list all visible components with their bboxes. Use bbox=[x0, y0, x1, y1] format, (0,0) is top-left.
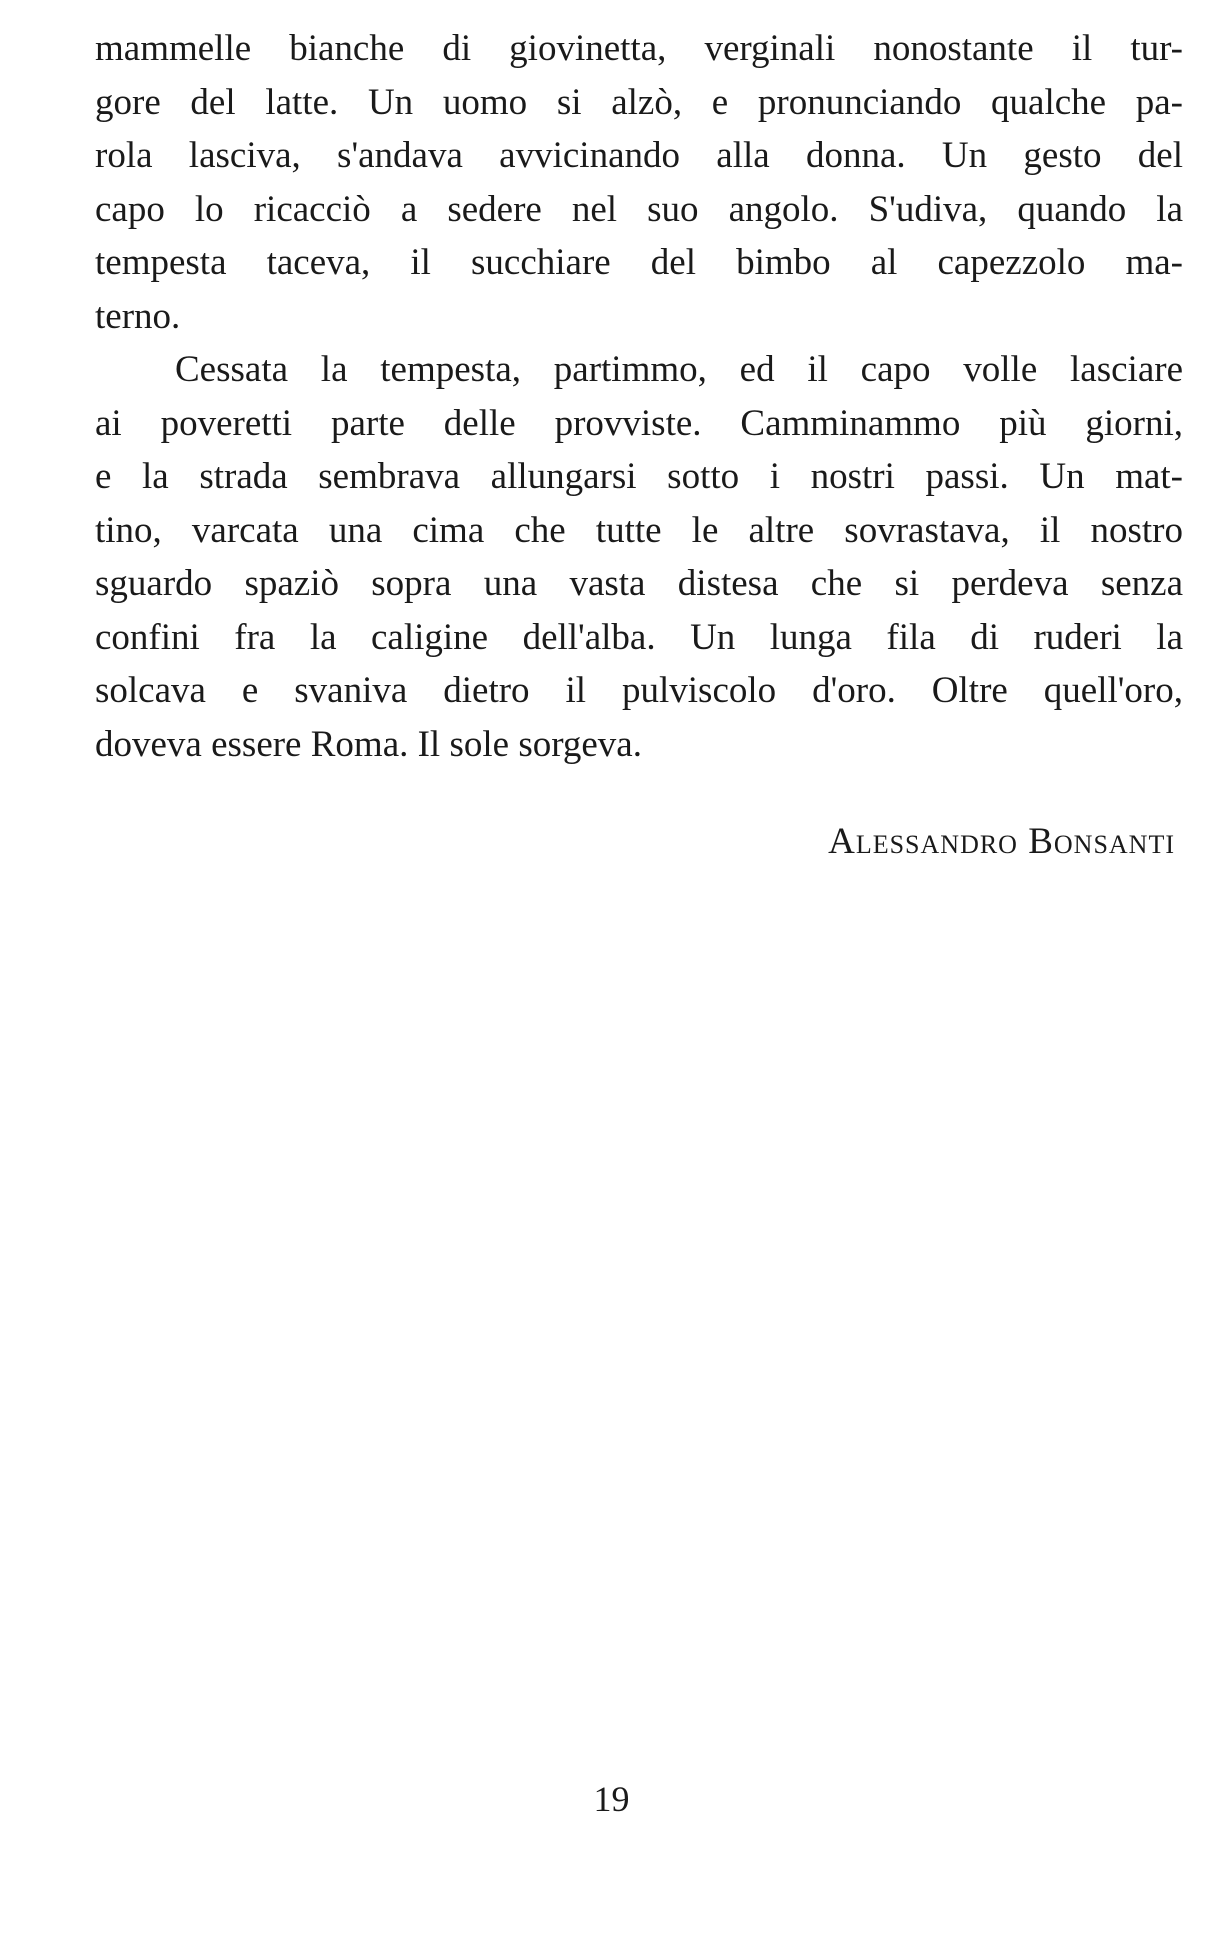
text-line: solcava e svaniva dietro il pulviscolo d'oro. Oltre quell'oro, bbox=[95, 670, 1183, 711]
text-line: sguardo spaziò sopra una vasta distesa che si perdeva senza bbox=[95, 563, 1183, 604]
text-line: ai poveretti parte delle provviste. Camminammo più giorni, bbox=[95, 402, 1183, 444]
text-line: mammelle bianche di giovinetta, verginali nonostante il tur- bbox=[95, 28, 1183, 69]
text-line: doveva essere Roma. Il sole sorgeva. bbox=[95, 723, 642, 765]
page-number: 19 bbox=[593, 1779, 630, 1819]
text-line: rola lasciva, s'andava avvicinando alla donna. Un gesto del bbox=[95, 135, 1183, 176]
text-line: terno. bbox=[95, 295, 181, 337]
text-line: Cessata la tempesta, partimmo, ed il capo volle lasciare bbox=[175, 349, 1183, 390]
text-line: capo lo ricacciò a sedere nel suo angolo. S'udiva, quando la bbox=[95, 188, 1183, 230]
text-line: confini fra la caligine dell'alba. Un lunga fila di ruderi la bbox=[95, 616, 1183, 658]
text-line: gore del latte. Un uomo si alzò, e pronunciando qualche pa- bbox=[95, 81, 1183, 123]
text-line: e la strada sembrava allungarsi sotto i nostri passi. Un mat- bbox=[95, 456, 1183, 497]
text-line: tino, varcata una cima che tutte le altre sovrastava, il nostro bbox=[95, 509, 1183, 551]
author-signature: Alessandro Bonsanti bbox=[828, 821, 1175, 862]
body-text bbox=[95, 22, 1183, 771]
text-line: tempesta taceva, il succhiare del bimbo al capezzolo ma- bbox=[95, 242, 1183, 283]
